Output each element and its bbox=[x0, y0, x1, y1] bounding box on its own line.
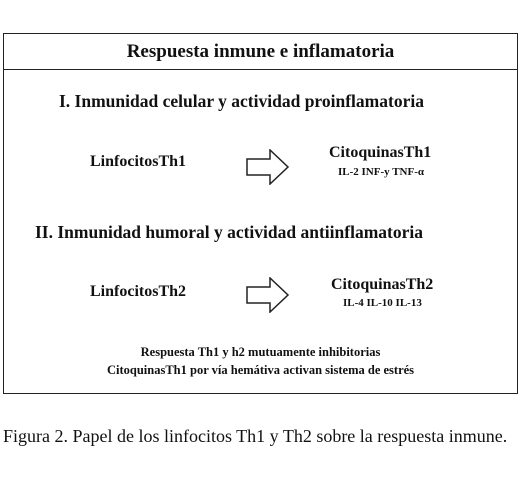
note-line-1: Respuesta Th1 y h2 mutuamente inhibitorias bbox=[140, 345, 381, 359]
section2-heading: II. Inmunidad humoral y actividad antiinflamatoria bbox=[35, 222, 423, 242]
section2-arrow-icon bbox=[246, 277, 290, 313]
section1-target-label: CitoquinasTh1 bbox=[329, 144, 432, 161]
note-line-2: CitoquinasTh1 por vía hemátiva activan sistema de estrés bbox=[106, 363, 415, 377]
diagram-title: Respuesta inmune e inflamatoria bbox=[126, 41, 395, 62]
section1-arrow-icon bbox=[246, 149, 290, 185]
section2-source-label: LinfocitosTh2 bbox=[90, 283, 187, 300]
section1-target-detail: IL-2 INF-y TNF-α bbox=[338, 166, 424, 178]
section1-source-label: LinfocitosTh1 bbox=[90, 153, 187, 170]
section2-target-detail: IL-4 IL-10 IL-13 bbox=[343, 297, 422, 309]
section2-target-label: CitoquinasTh2 bbox=[331, 276, 434, 293]
figure-caption: Figura 2. Papel de los linfocitos Th1 y Th2 sobre la respuesta inmune. bbox=[3, 426, 508, 446]
diagram-frame bbox=[3, 33, 518, 394]
section1-heading: I. Inmunidad celular y actividad proinflamatoria bbox=[59, 91, 424, 111]
title-divider bbox=[4, 69, 517, 70]
